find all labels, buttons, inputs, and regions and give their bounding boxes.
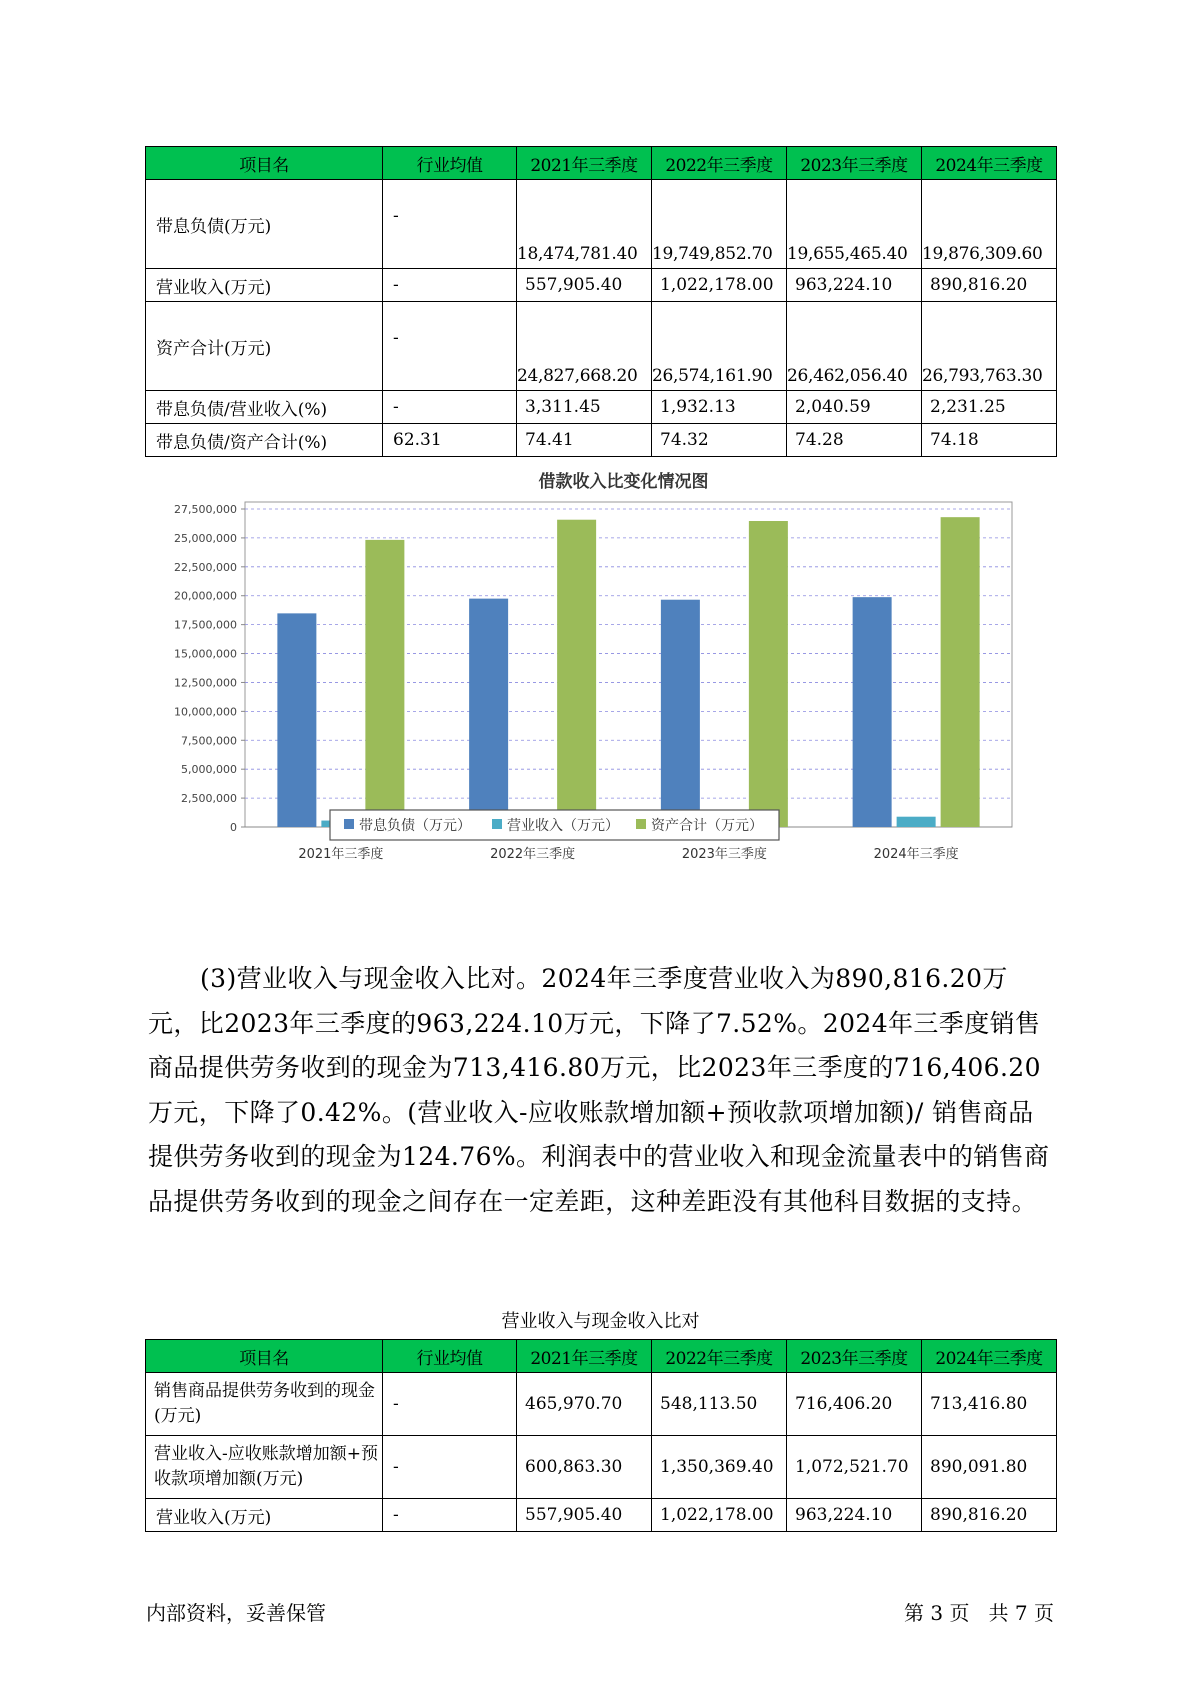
cell-value: 19,749,852.70	[652, 180, 787, 269]
cell-value: 74.41	[517, 424, 652, 457]
y-tick-label: 20,000,000	[174, 589, 237, 603]
header-2021: 2021年三季度	[517, 147, 652, 180]
table-caption: 营业收入与现金收入比对	[501, 1311, 700, 1332]
row-industry-avg: -	[383, 1499, 517, 1532]
header-2023: 2023年三季度	[787, 147, 922, 180]
cell-value: 2,231.25	[922, 391, 1057, 424]
table-row	[146, 391, 1057, 424]
chart-title: 借款收入比变化情况图	[538, 472, 709, 492]
cell-value: 19,876,309.60	[922, 180, 1057, 269]
table-row	[146, 1373, 1057, 1436]
header-industry-avg: 行业均值	[383, 147, 517, 180]
header-2022: 2022年三季度	[652, 1340, 787, 1373]
bar-3-4	[941, 517, 980, 827]
cell-value: 557,905.40	[517, 269, 652, 302]
bar-3-1	[365, 540, 404, 827]
row-industry-avg: -	[383, 391, 517, 424]
row-label: 带息负债(万元)	[146, 180, 383, 269]
cell-value: 26,462,056.40	[787, 302, 922, 391]
table-header-row	[146, 1340, 1057, 1373]
cell-value: 74.18	[922, 424, 1057, 457]
cell-value: 716,406.20	[787, 1373, 922, 1436]
chart-svg	[160, 462, 1031, 912]
header-item-name: 项目名	[146, 147, 383, 180]
x-tick-label: 2023年三季度	[681, 847, 767, 862]
table-row	[146, 302, 1057, 391]
cell-value: 19,655,465.40	[787, 180, 922, 269]
cell-value: 1,022,178.00	[652, 269, 787, 302]
row-label: 销售商品提供劳务收到的现金(万元)	[146, 1373, 383, 1436]
cell-value: 26,793,763.30	[922, 302, 1057, 391]
cell-value: 1,072,521.70	[787, 1436, 922, 1499]
header-2022: 2022年三季度	[652, 147, 787, 180]
y-tick-label: 5,000,000	[181, 763, 237, 777]
header-2023: 2023年三季度	[787, 1340, 922, 1373]
header-2021: 2021年三季度	[517, 1340, 652, 1373]
y-tick-label: 10,000,000	[174, 705, 237, 719]
debt-ratio-table	[145, 146, 1057, 457]
legend-label-1: 带息负债（万元）	[359, 818, 471, 834]
header-2024: 2024年三季度	[922, 147, 1057, 180]
row-label: 营业收入(万元)	[146, 269, 383, 302]
table-row	[146, 424, 1057, 457]
row-label: 营业收入-应收账款增加额+预收款项增加额(万元)	[146, 1436, 383, 1499]
y-tick-label: 7,500,000	[181, 734, 237, 748]
y-tick-label: 22,500,000	[174, 560, 237, 574]
cell-value: 890,816.20	[922, 1499, 1057, 1532]
table-row	[146, 1436, 1057, 1499]
y-tick-label: 27,500,000	[174, 503, 237, 516]
legend-label-3: 资产合计（万元）	[651, 818, 763, 834]
table-row	[146, 269, 1057, 302]
cell-value: 1,932.13	[652, 391, 787, 424]
bar-3-2	[557, 520, 596, 827]
table-row	[146, 1499, 1057, 1532]
row-label: 资产合计(万元)	[146, 302, 383, 391]
cell-value: 3,311.45	[517, 391, 652, 424]
footer-page-number: 第 3 页 共 7 页	[904, 1601, 1054, 1625]
legend-swatch-1	[344, 819, 354, 829]
row-industry-avg: -	[383, 180, 517, 269]
bar-1-1	[277, 613, 316, 827]
footer-confidential: 内部资料，妥善保管	[146, 1601, 326, 1625]
bar-2-4	[897, 817, 936, 827]
cell-value: 963,224.10	[787, 269, 922, 302]
row-industry-avg: -	[383, 1436, 517, 1499]
y-tick-label: 25,000,000	[174, 531, 237, 545]
cell-value: 465,970.70	[517, 1373, 652, 1436]
row-industry-avg: -	[383, 1373, 517, 1436]
row-label: 营业收入(万元)	[146, 1499, 383, 1532]
y-tick-label: 2,500,000	[181, 792, 237, 806]
bar-1-3	[661, 600, 700, 827]
row-industry-avg: -	[383, 302, 517, 391]
legend-swatch-2	[492, 819, 502, 829]
table-row	[146, 180, 1057, 269]
cell-value: 18,474,781.40	[517, 180, 652, 269]
cell-value: 890,091.80	[922, 1436, 1057, 1499]
y-tick-label: 0	[230, 821, 237, 834]
analysis-paragraph: (3)营业收入与现金收入比对。2024年三季度营业收入为890,816.20万元，比2023年三季度的963,224.10万元，下降了7.52%。2024年三季度销售商品提供劳务收到的现金为713,416.80万元，比2023年三季度的716,406.20万元，下降了0.42%。(营业收入-应收账款增加额+预收款项增加额)/ 销售商品提供劳务收到的现金为124.76%。利润表中的营业收入和现金流量表中的销售商品提供劳务收到的现金之间存在一定差距，这种差距没有其他科目数据的支持。	[148, 964, 1050, 1216]
cell-value: 600,863.30	[517, 1436, 652, 1499]
cell-value: 74.32	[652, 424, 787, 457]
cell-value: 548,113.50	[652, 1373, 787, 1436]
cell-value: 557,905.40	[517, 1499, 652, 1532]
x-tick-label: 2022年三季度	[490, 847, 576, 862]
x-tick-label: 2021年三季度	[298, 847, 384, 862]
x-tick-label: 2024年三季度	[873, 847, 959, 862]
cell-value: 1,350,369.40	[652, 1436, 787, 1499]
y-tick-label: 12,500,000	[174, 676, 237, 690]
header-item-name: 项目名	[146, 1340, 383, 1373]
cell-value: 74.28	[787, 424, 922, 457]
cell-value: 890,816.20	[922, 269, 1057, 302]
row-industry-avg: -	[383, 269, 517, 302]
debt-income-chart	[160, 462, 1031, 912]
row-label: 带息负债/营业收入(%)	[146, 391, 383, 424]
cell-value: 713,416.80	[922, 1373, 1057, 1436]
cell-value: 963,224.10	[787, 1499, 922, 1532]
cell-value: 24,827,668.20	[517, 302, 652, 391]
plot-area	[245, 502, 1012, 827]
cell-value: 1,022,178.00	[652, 1499, 787, 1532]
legend-label-2: 营业收入（万元）	[507, 818, 619, 834]
legend-swatch-3	[636, 819, 646, 829]
table-header-row	[146, 147, 1057, 180]
cell-value: 26,574,161.90	[652, 302, 787, 391]
cell-value: 2,040.59	[787, 391, 922, 424]
header-industry-avg: 行业均值	[383, 1340, 517, 1373]
y-tick-label: 17,500,000	[174, 618, 237, 632]
y-tick-label: 15,000,000	[174, 647, 237, 661]
row-industry-avg: 62.31	[383, 424, 517, 457]
row-label: 带息负债/资产合计(%)	[146, 424, 383, 457]
bar-3-3	[749, 521, 788, 827]
bar-1-2	[469, 599, 508, 827]
header-2024: 2024年三季度	[922, 1340, 1057, 1373]
bar-1-4	[853, 597, 892, 827]
income-cash-table	[145, 1339, 1057, 1532]
